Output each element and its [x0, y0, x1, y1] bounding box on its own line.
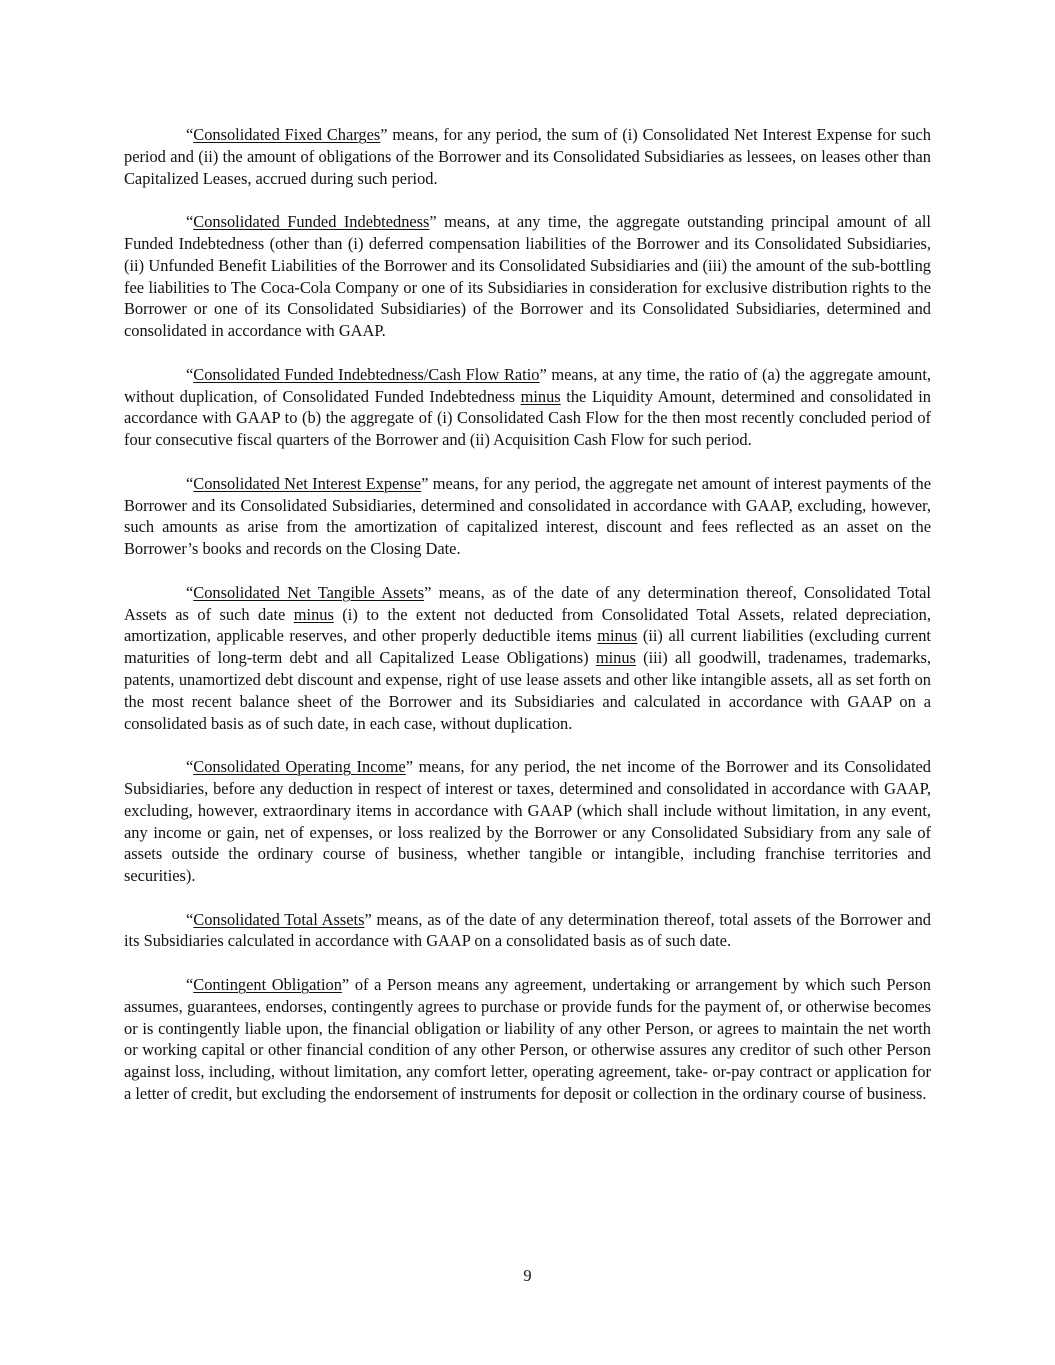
open-quote: “	[186, 212, 194, 232]
defined-term: Consolidated Operating Income	[193, 757, 406, 777]
minus-underlined: minus	[595, 648, 636, 668]
document-body	[124, 124, 931, 1127]
definition-text: ” means, as of the date of any determination thereof, Consolidated Total Assets as of such date	[124, 582, 931, 624]
definition-text: ” means, for any period, the aggregate net amount of interest payments of the Borrower and its Consolidated Subsidiaries, determined and consolidated in accordance with GAAP, excluding, however, such amounts as arise from the amortization of capitalized interest, discount and fees reflected as an asset on the Borrower’s books and records on the Closing Date.	[124, 473, 931, 559]
minus-underlined: minus	[293, 604, 334, 624]
defined-term: Consolidated Funded Indebtedness	[193, 212, 430, 232]
definition-text: ” of a Person means any agreement, undertaking or arrangement by which such Person assumes, guarantees, endorses, contingently agrees to purchase or provide funds for the payment of, or otherwise becomes or is contingently liable upon, the financial obligation or liability of any other Person, or agrees to maintain the net worth or working capital or other financial condition of any other Person, or otherwise assures any creditor of such other Person against loss, including, without limitation, any comfort letter, operating agreement, take- or-pay contract or application for a letter of credit, but excluding the endorsement of instruments for deposit or collection in the ordinary course of business.	[124, 975, 931, 1104]
definition-text: ” means, as of the date of any determination thereof, total assets of the Borrower and its Subsidiaries calculated in accordance with GAAP on a consolidated basis as of such date.	[124, 909, 931, 951]
open-quote: “	[186, 757, 194, 777]
open-quote: “	[186, 473, 194, 493]
definition-contingent-obligation	[124, 974, 931, 1105]
defined-term: Consolidated Net Tangible Assets	[193, 582, 425, 602]
definition-text: (ii) all current liabilities (excluding current maturities of long-term debt and all Capitalized Lease Obligations)	[124, 626, 931, 668]
definition-text: (i) to the extent not deducted from Consolidated Total Assets, related depreciation, amortization, applicable reserves, and other properly deductible items	[124, 604, 931, 646]
defined-term: Consolidated Funded Indebtedness/Cash Flow Ratio	[193, 364, 540, 384]
minus-underlined: minus	[597, 626, 638, 646]
defined-term: Consolidated Total Assets	[193, 909, 365, 929]
open-quote: “	[186, 975, 194, 995]
defined-term: Consolidated Net Interest Expense	[193, 473, 422, 493]
definition-consolidated-total-assets	[124, 909, 931, 953]
open-quote: “	[186, 125, 194, 144]
definition-consolidated-funded-indebtedness	[124, 211, 931, 342]
page-number: 9	[523, 1266, 532, 1285]
definition-consolidated-net-interest-expense	[124, 473, 931, 560]
definition-cash-flow-ratio	[124, 364, 931, 451]
defined-term: Contingent Obligation	[193, 975, 342, 995]
definition-text: (iii) all goodwill, tradenames, trademarks, patents, unamortized debt discount and expense, right of use lease assets and other like intangible assets, all as set forth on the most recent balance sheet of the Borrower and its Subsidiaries and calculated in accordance with GAAP on a consolidated basis as of such date, in each case, without duplication.	[124, 648, 931, 733]
definition-consolidated-fixed-charges	[124, 124, 931, 189]
definition-text: the Liquidity Amount, determined and consolidated in accordance with GAAP to (b) the aggregate of (i) Consolidated Cash Flow for the then most recently concluded period of four consecutive fiscal quarters of the Borrower and (ii) Acquisition Cash Flow for such period.	[124, 386, 931, 450]
open-quote: “	[186, 582, 194, 602]
definition-text: ” means, at any time, the ratio of (a) the aggregate amount, without duplication, of Consolidated Funded Indebtedness	[124, 364, 932, 406]
open-quote: “	[186, 364, 194, 384]
definition-text: ” means, for any period, the sum of (i) Consolidated Net Interest Expense for such period and (ii) the amount of obligations of the Borrower and its Consolidated Subsidiaries as lessees, on leases other than Capitalized Leases, accrued during such period.	[124, 125, 931, 188]
definition-consolidated-operating-income	[124, 756, 931, 887]
open-quote: “	[186, 909, 194, 929]
minus-underlined: minus	[520, 386, 561, 406]
definition-text: ” means, at any time, the aggregate outstanding principal amount of all Funded Indebtedness (other than (i) deferred compensation liabilities of the Borrower and its Consolidated Subsidiaries, (ii) Unfunded Benefit Liabilities of the Borrower and its Consolidated Subsidiaries and (iii) the amount of the sub-bottling fee liabilities to The Coca-Cola Company or one of its Subsidiaries in consideration for exclusive distribution rights to the Borrower or one of its Consolidated Subsidiaries) of the Borrower and its Consolidated Subsidiaries, determined and consolidated in accordance with GAAP.	[124, 212, 931, 341]
definition-text: ” means, for any period, the net income of the Borrower and its Consolidated Subsidiaries, before any deduction in respect of interest or taxes, determined and consolidated in accordance with GAAP, excluding, however, extraordinary items in accordance with GAAP (which shall include without limitation, in any event, any income or gain, net of expenses, or loss realized by the Borrower or any Consolidated Subsidiary from any sale of assets outside the ordinary course of business, whether tangible or intangible, including franchise territories and securities).	[124, 757, 931, 886]
definition-consolidated-net-tangible-assets	[124, 582, 931, 735]
defined-term: Consolidated Fixed Charges	[193, 125, 381, 144]
